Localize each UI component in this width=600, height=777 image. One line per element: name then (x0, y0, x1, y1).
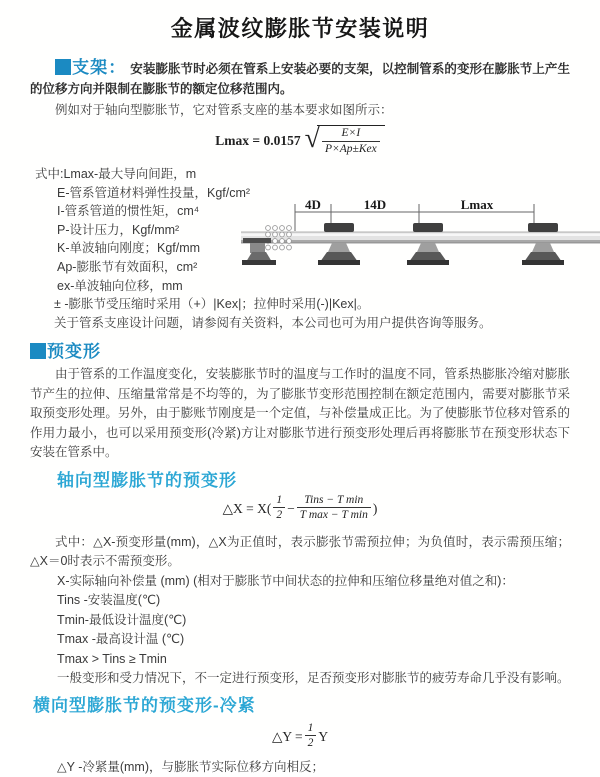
support-intro-paragraph (30, 58, 570, 99)
dim-label-4d: 4D (305, 197, 321, 212)
axial-item: Tmax -最高设计温 (℃) (57, 632, 185, 647)
page-title: 金属波纹膨胀节安装说明 (170, 16, 430, 41)
section-bullet-icon (55, 59, 71, 75)
definition-line: ± -膨胀节受压缩时采用（+）|Kex|；拉伸时采用(-)|Kex|。 (54, 297, 370, 312)
lateral-note-text: △Y -冷紧量(mm)，与膨胀节实际位移方向相反； (57, 759, 325, 774)
lmax-fraction-numerator: E×I (322, 126, 380, 141)
pipe (241, 232, 600, 243)
predeform-paragraph: 由于管系的工作温度变化，安装膨胀节时的温度与工作时的温度不同，管系热膨胀冷缩对膨胀节产生的拉伸、压缩量常常是不均等的，为了膨胀节变形范围控制在额定范围内，需要对膨胀节采取预变形处理。另外，由于膨账节刚度是一个定值，与补偿量成正比。为了使膨胀节位移对管系的作用力最小，也可以采用预变形(冷紧)方让对膨胀节进行预变形处理后再将膨胀节在预变形状态下安装在管系中。 (30, 367, 570, 460)
support-heading: 支架： (72, 58, 127, 77)
axial-temp-fraction (297, 493, 371, 523)
sqrt-content (317, 125, 385, 157)
definition-line: K-单波轴向刚度；Kgf/mm (57, 241, 201, 256)
pipe-support (318, 223, 360, 265)
lateral-formula (30, 722, 570, 754)
lateral-subsection-heading: 横向型膨胀节的预变形-冷紧 (33, 695, 256, 715)
definition-line: 式中:Lmax-最大导向间距，m (35, 167, 197, 181)
axial-item: Tmax > Tins ≥ Tmin (57, 651, 167, 666)
definitions-block (30, 165, 570, 332)
support-spacing-diagram-svg (241, 196, 600, 292)
pipe-support (407, 223, 449, 265)
axial-item: 一般变形和受力情况下，不一定进行预变形，足否预变形对膨胀节的疲劳寿命几乎没有影响。 (57, 671, 570, 686)
support-example-text: 例如对于轴向型膨胀节，它对管系支座的基本要求如图所示： (55, 103, 393, 117)
lmax-fraction-denominator: P×Ap±Kex (324, 142, 377, 155)
lateral-half-numerator: 1 (305, 721, 317, 736)
support-spacing-diagram (241, 196, 600, 292)
axial-item: Tmin-最低设计温度(℃) (57, 612, 187, 627)
axial-temp-denominator: T max − T min (299, 509, 368, 522)
definition-line: I-管系管道的惯性矩，cm⁴ (57, 204, 200, 219)
axial-temp-numerator: Tins − T min (297, 493, 371, 508)
axial-explain-paragraph: 式中：△X-预变形量(mm)，△X为正值时，表示膨张节需预拉伸；为负值时，表示需预压缩；△X＝0时表示不需预变形。 (30, 534, 570, 569)
axial-half-fraction (273, 493, 285, 523)
axial-item: Tins -安装温度(℃) (57, 593, 161, 608)
predeform-section-heading (30, 337, 570, 362)
lmax-formula (30, 125, 570, 163)
definition-line: ex-单波轴向位移，mm (57, 278, 183, 293)
lmax-formula-lhs: Lmax = 0.0157 (215, 133, 301, 148)
dim-label-14d: 14D (363, 197, 387, 212)
section-bullet-icon (30, 343, 46, 359)
axial-half-denominator: 2 (276, 509, 283, 522)
dim-label-lmax: Lmax (460, 197, 494, 212)
lateral-formula-rhs: Y (318, 728, 329, 744)
definition-line: E-管系管道材料弹性投量，Kgf/cm² (57, 185, 251, 200)
anchor-support (242, 238, 276, 265)
axial-formula-rhs: ) (372, 500, 378, 516)
pipe-support (522, 223, 564, 265)
axial-item: X-实际轴向补偿量 (mm) (相对于膨胀节中间状态的拉伸和压缩位移量绝对值之和)： (57, 573, 514, 588)
sqrt-icon: √ (304, 123, 320, 154)
predeform-heading-text: 预变形 (47, 342, 101, 362)
lmax-fraction (322, 126, 380, 156)
support-intro-text: 安装膨胀节时必须在管系上安装必要的支架，以控制管系的变形在膨胀节上产生的位移方向并限制在膨胀节的额定位移范围内。 (30, 62, 570, 96)
axial-items-block (30, 572, 570, 689)
lateral-formula-lhs: △Y = (271, 728, 303, 744)
axial-half-numerator: 1 (273, 493, 285, 508)
axial-formula-lhs: △X = X( (222, 500, 272, 516)
axial-formula (30, 494, 570, 530)
definition-line: Ap-膨胀节有效面积，cm² (57, 259, 198, 274)
definition-line: P-设计压力，Kgf/mm² (57, 222, 180, 237)
axial-subsection-heading: 轴向型膨胀节的预变形 (57, 470, 237, 490)
lateral-half-fraction (305, 721, 317, 751)
definition-line: 关于管系支座设计问题，请参阅有关资料，本公司也可为用户提供咨询等服务。 (54, 315, 492, 330)
lateral-half-denominator: 2 (307, 737, 314, 750)
minus-sign: − (287, 500, 295, 516)
